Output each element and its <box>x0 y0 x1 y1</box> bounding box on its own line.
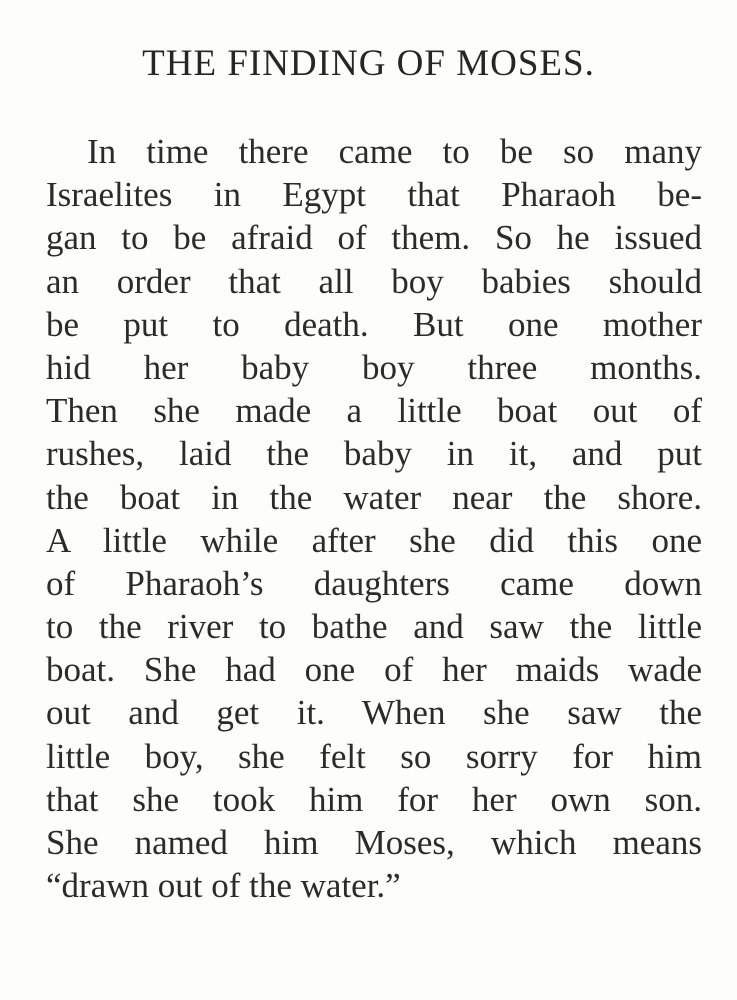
text-line: to the river to bathe and saw the little <box>46 607 702 647</box>
text-line: the boat in the water near the shore. <box>46 477 702 517</box>
text-line: rushes, laid the baby in it, and put <box>46 434 702 474</box>
text-line: that she took him for her own son. <box>46 779 702 819</box>
text-line: gan to be afraid of them. So he issued <box>46 218 702 258</box>
text-line: little boy, she felt so sorry for him <box>46 736 702 776</box>
text-line: “drawn out of the water.” <box>46 866 401 906</box>
page-title: THE FINDING OF MOSES. <box>142 43 595 84</box>
text-line: A little while after she did this one <box>46 520 702 560</box>
text-line: out and get it. When she saw the <box>46 693 702 733</box>
text-line: Israelites in Egypt that Pharaoh be- <box>46 175 702 215</box>
text-line: She named him Moses, which means <box>46 823 702 862</box>
text-line: be put to death. But one mother <box>46 304 702 344</box>
text-line: Then she made a little boat out of <box>46 391 702 431</box>
text-line: boat. She had one of her maids wade <box>46 650 702 690</box>
text-line: In time there came to be so many <box>87 132 702 171</box>
text-line: an order that all boy babies should <box>46 261 702 301</box>
text-line: hid her baby boy three months. <box>46 347 702 387</box>
story-paragraph <box>46 130 702 907</box>
text-line: of Pharaoh’s daughters came down <box>46 563 702 603</box>
